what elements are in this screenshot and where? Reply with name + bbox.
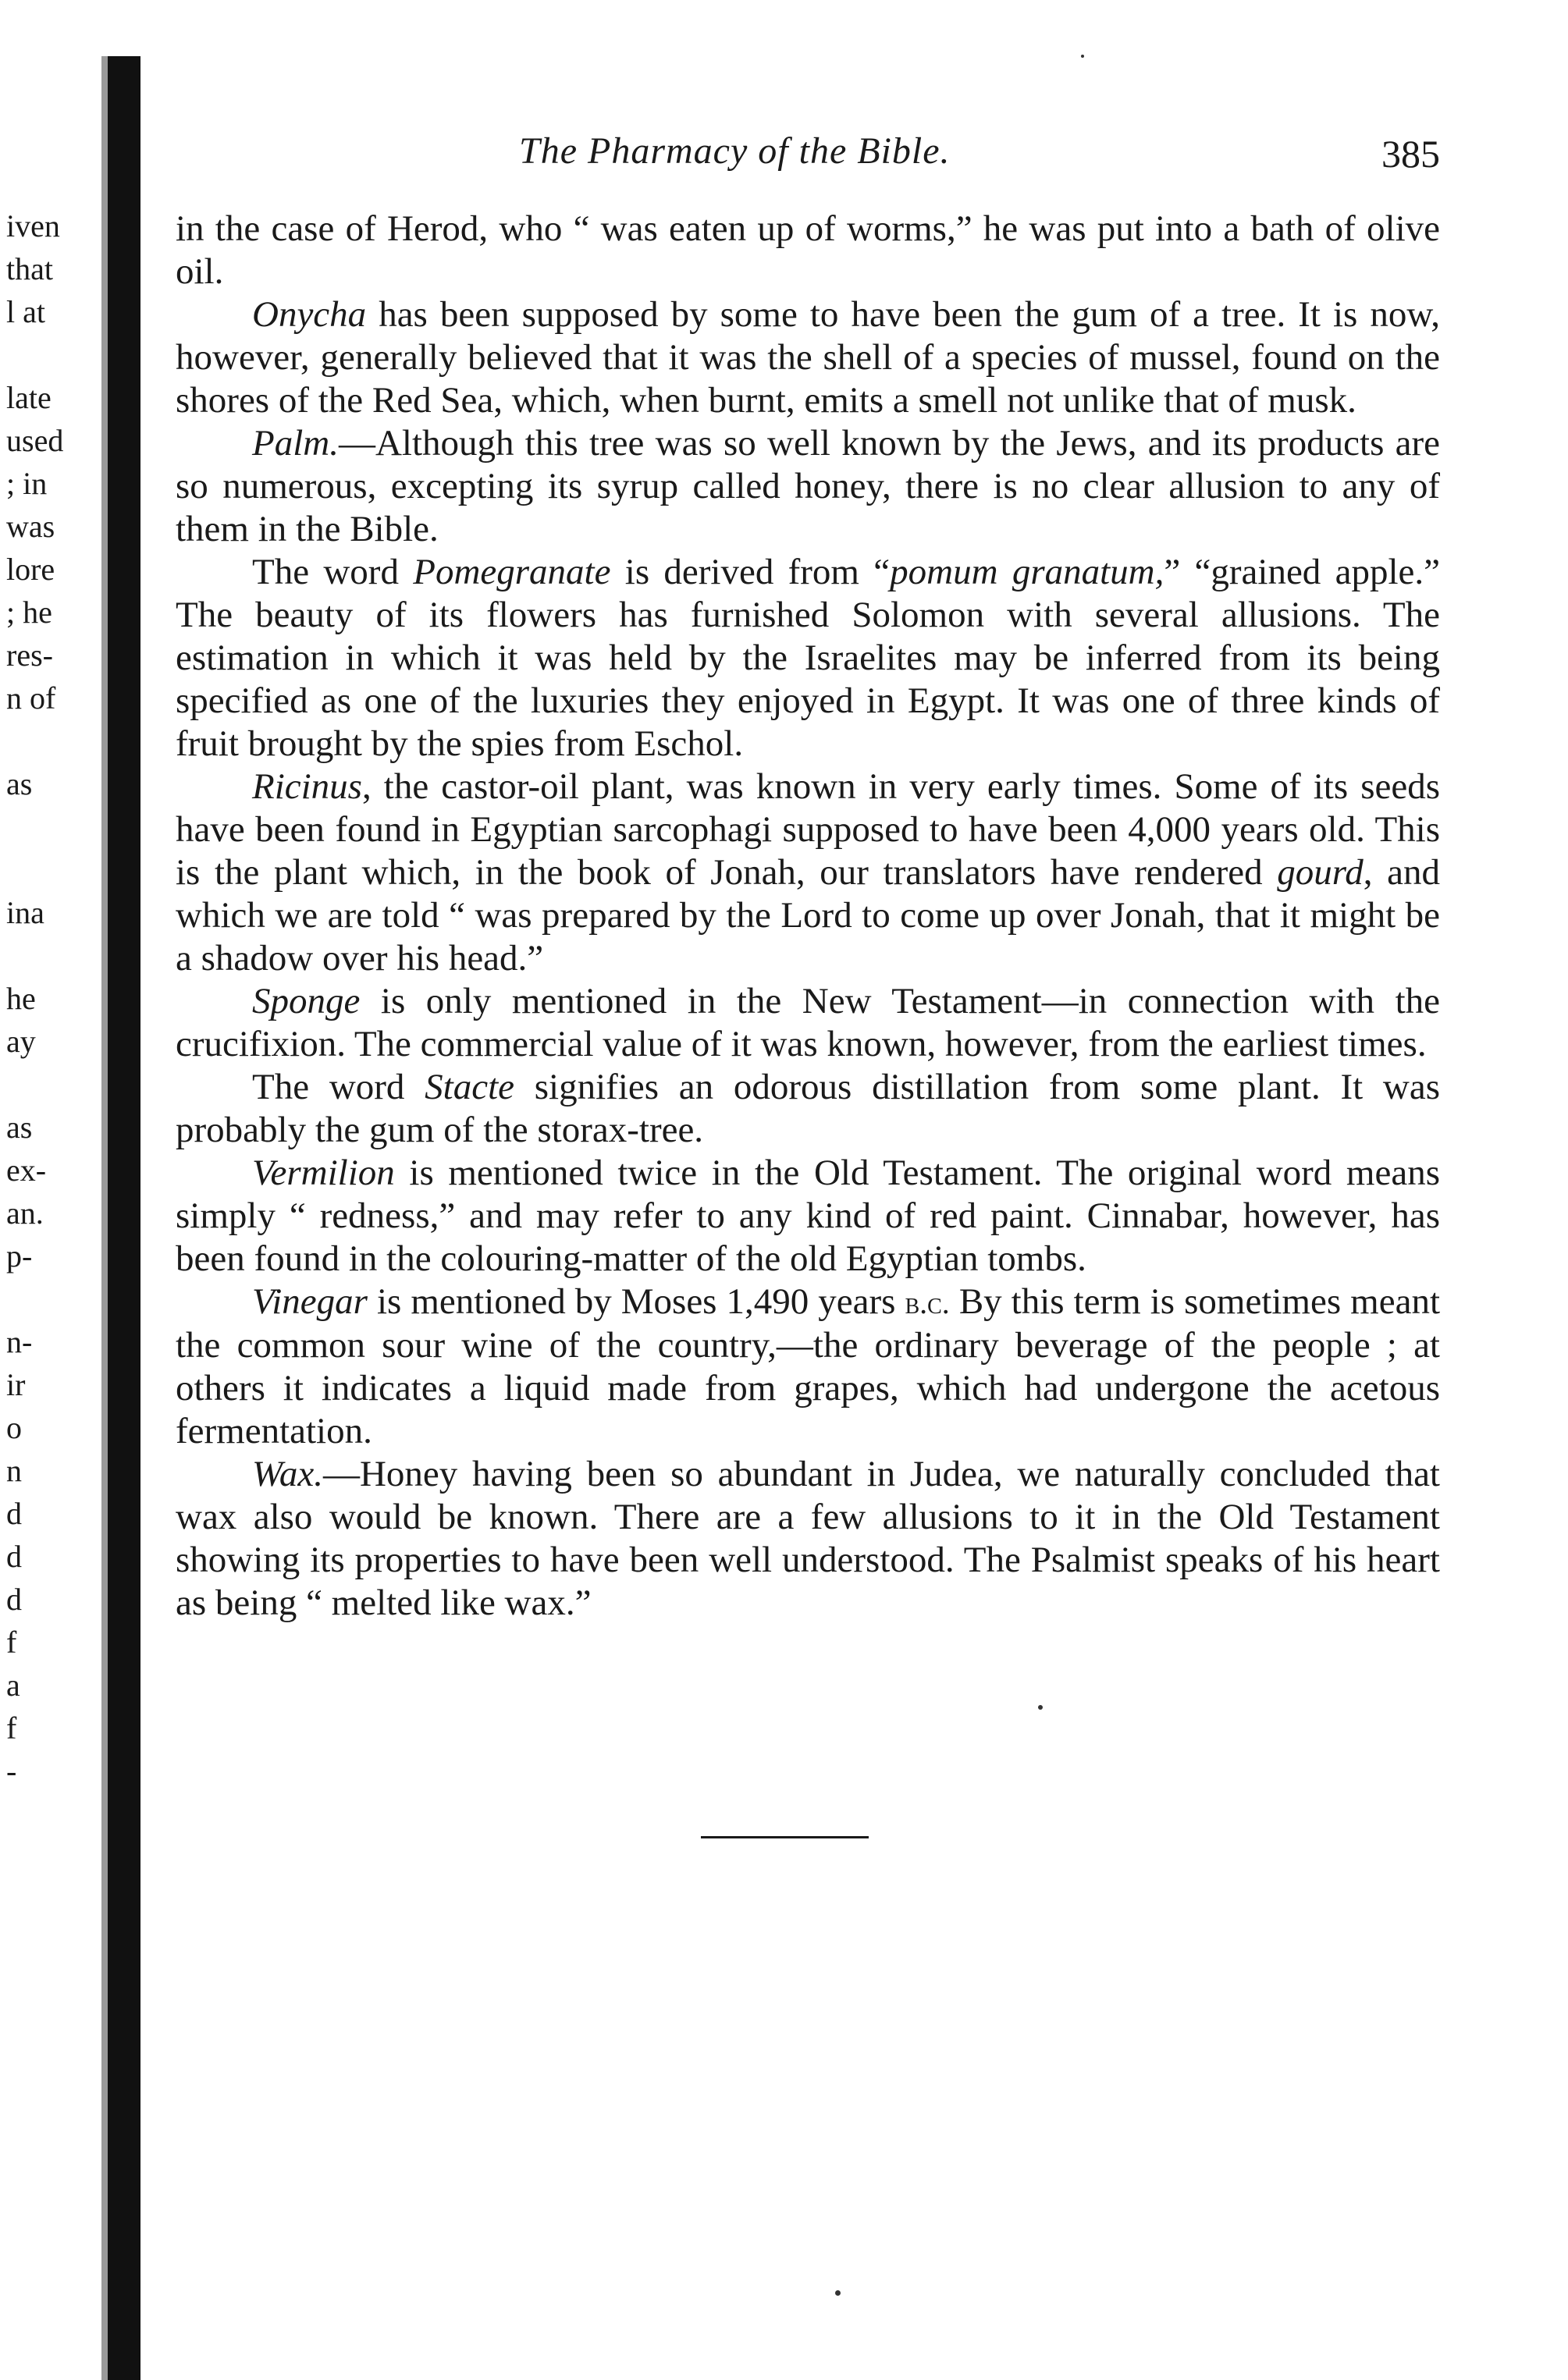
paragraph-ricinus: Ricinus, the castor-oil plant, was known in very early times. Some of its seeds have been found in Egyptian sarcophagi supposed to have been 4,000 years old. This is the plant which, in the book of Jonah, our translators have rendered gourd, and which we are told “ was prepared by the Lord to come up over Jonah, that it might be a shadow over his head.” — [176, 766, 1440, 979]
paragraph-herod: in the case of Herod, who “ was eaten up of worms,” he was put into a bath of olive oil. — [176, 208, 1440, 292]
entry-term: Palm. — [252, 423, 339, 464]
book-spine — [108, 56, 140, 2380]
paragraph-vermilion: Vermilion is mentioned twice in the Old Testament. The original word means simply “ redness,” and may refer to any kind of red paint. Cinnabar, however, has been found in the colouring-matter of the old Egyptian tombs. — [176, 1153, 1440, 1279]
ink-speck — [1038, 1705, 1043, 1710]
gourd-term: gourd — [1277, 852, 1364, 893]
section-end-rule — [701, 1836, 869, 1838]
entry-term: Vermilion — [252, 1153, 395, 1193]
gutter-fragment: was — [6, 509, 55, 544]
gutter-fragment: ay — [6, 1024, 36, 1059]
paragraph-sponge: Sponge is only mentioned in the New Testament—in connection with the crucifixion. The commercial value of it was known, however, from the earliest times. — [176, 981, 1440, 1064]
gutter-fragment — [6, 1063, 100, 1106]
spine-shadow — [101, 56, 108, 2380]
entry-term: Wax. — [252, 1454, 323, 1494]
gutter-fragment: n- — [6, 1324, 33, 1359]
gutter-fragment: ; in — [6, 466, 48, 501]
page-number: 385 — [1381, 132, 1440, 176]
gutter-fragment: d — [6, 1539, 22, 1574]
gutter-fragment: ina — [6, 895, 44, 930]
gutter-fragment: n — [6, 1453, 22, 1488]
gutter-fragment: o — [6, 1410, 22, 1445]
gutter-fragment — [6, 805, 100, 848]
paragraph-pomegranate: The word Pomegranate is derived from “pomum granatum,” “grained apple.” The beauty of its flowers has furnished Solomon with several allusions. The estimation in which it was held by the Israelites may be inferred from its being specified as one of the luxuries they enjoyed in Egypt. It was one of three kinds of fruit brought by the spies from Eschol. — [176, 552, 1440, 764]
gutter-fragment — [6, 1277, 100, 1320]
gutter-fragment — [6, 848, 100, 891]
gutter-fragment — [6, 719, 100, 762]
entry-term: Stacte — [425, 1067, 515, 1107]
latin-phrase: pomum granatum, — [890, 552, 1164, 592]
ink-speck — [1081, 55, 1084, 58]
gutter-fragment — [6, 934, 100, 977]
gutter-fragment: f — [6, 1710, 17, 1746]
gutter-fragment: d — [6, 1582, 22, 1617]
era-abbreviation: b.c. — [905, 1285, 950, 1320]
running-title: The Pharmacy of the Bible. — [519, 130, 951, 172]
paragraph-stacte: The word Stacte signifies an odorous distillation from some plant. It was probably the gum of the storax-tree. — [176, 1067, 1440, 1150]
gutter-fragment: ir — [6, 1367, 26, 1402]
entry-term: Ricinus — [252, 766, 362, 807]
gutter-fragment: l at — [6, 294, 45, 329]
entry-term: Pomegranate — [413, 552, 611, 592]
gutter-fragment: as — [6, 1110, 33, 1145]
paragraph-palm: Palm.—Although this tree was so well known by the Jews, and its products are so numerous, excepting its syrup called honey, there is no clear allusion to any of them in the Bible. — [176, 423, 1440, 549]
gutter-fragment: n of — [6, 680, 56, 716]
gutter-fragment: used — [6, 423, 64, 458]
paragraph-vinegar: Vinegar is mentioned by Moses 1,490 years b.c. By this term is sometimes meant the common sour wine of the country,—the ordinary beverage of the people ; at others it indicates a liquid made from grapes, which had undergone the acetous fermentation. — [176, 1281, 1440, 1451]
gutter-fragment: p- — [6, 1238, 33, 1273]
gutter-fragment — [6, 333, 100, 376]
facing-page-fragments — [6, 204, 100, 1792]
gutter-fragment: a — [6, 1668, 20, 1703]
gutter-fragment: an. — [6, 1195, 44, 1231]
gutter-fragment: ex- — [6, 1153, 47, 1188]
page-header — [176, 130, 1440, 184]
gutter-fragment: - — [6, 1753, 17, 1789]
gutter-fragment: iven — [6, 208, 60, 243]
entry-term: Vinegar — [252, 1281, 368, 1322]
page-body — [176, 208, 1440, 1625]
gutter-fragment: lore — [6, 552, 55, 587]
gutter-fragment: he — [6, 981, 36, 1016]
entry-term: Onycha — [252, 294, 367, 335]
gutter-fragment: ; he — [6, 595, 52, 630]
gutter-fragment: d — [6, 1496, 22, 1531]
gutter-fragment: f — [6, 1625, 17, 1660]
ink-speck — [835, 2290, 841, 2296]
gutter-fragment: as — [6, 766, 33, 801]
gutter-fragment: that — [6, 251, 53, 286]
gutter-fragment: late — [6, 380, 52, 415]
paragraph-onycha: Onycha has been supposed by some to have been the gum of a tree. It is now, however, generally believed that it was the shell of a species of mussel, found on the shores of the Red Sea, which, when burnt, emits a smell not unlike that of musk. — [176, 294, 1440, 421]
gutter-fragment: res- — [6, 638, 53, 673]
paragraph-wax: Wax.—Honey having been so abundant in Judea, we naturally concluded that wax also would be known. There are a few allusions to it in the Old Testament showing its properties to have been well understood. The Psalmist speaks of his heart as being “ melted like wax.” — [176, 1454, 1440, 1623]
entry-term: Sponge — [252, 981, 361, 1021]
